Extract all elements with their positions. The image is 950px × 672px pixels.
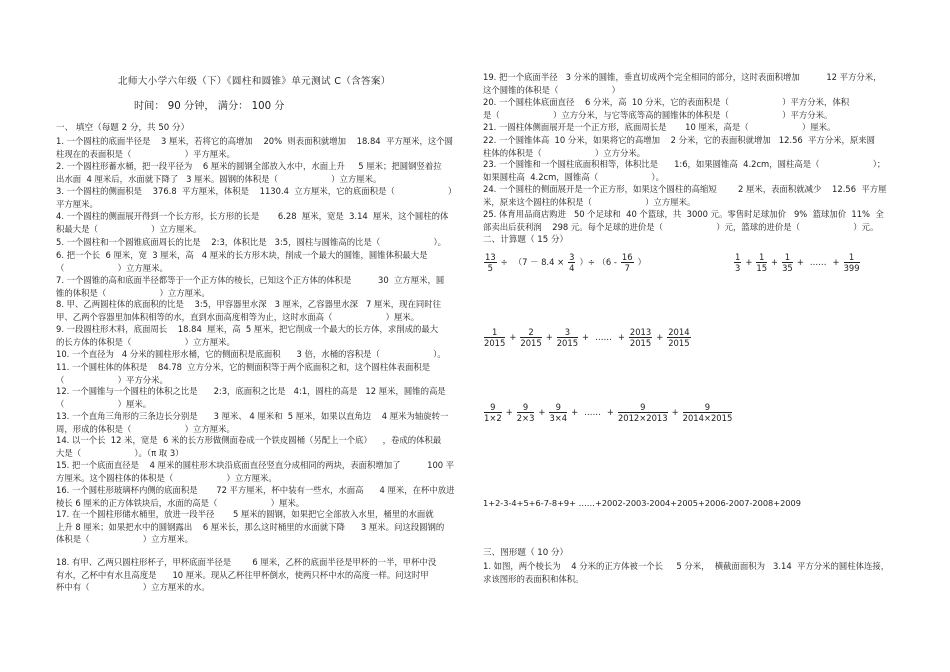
fraction: $\frac{1}{15}$ bbox=[756, 252, 768, 273]
fraction: $\frac{9}{2012\times 2013}$ bbox=[617, 402, 668, 423]
fraction: $\frac{1}{3}$ bbox=[735, 252, 741, 273]
fraction: $\frac{2013}{2015}$ bbox=[629, 327, 652, 348]
document-subtitle: 时间： 90 分钟， 满分： 100 分 bbox=[134, 101, 285, 112]
question-24: 24. 一个圆柱的侧面展开是一个正方形，如果这个圆柱的高缩短 2 厘米，表面积就减少 12.56 平方厘 米，原来这个圆柱的体积是（ ）立方厘米。 bbox=[483, 184, 887, 207]
question-6: 6. 把一个长 6 厘米，宽 3 厘米，高 4 厘米的长方形木块，削成一个最大的圆锥，圆锥体积最大是 （ ）立方厘米。 bbox=[56, 250, 428, 273]
figure-question-1: 1. 如图，两个棱长为 4 分米的正方体被一个长 5 分米， 横截面面积为 3.14 平方分米的圆柱体连接， 求该图形的表面积和体积。 bbox=[483, 561, 890, 584]
calc-expression-2: $\frac{1}{3}$ + $\frac{1}{15}$ + $\frac{1}{35}$ + …… + $\frac{1}{399}$ bbox=[735, 252, 860, 273]
question-13: 13. 一个直角三角形的三条边长分别是 3 厘米、 4 厘米和 5 厘米，如果以直角边 4 厘米为轴旋转一 周，形成的体积是（ ）立方厘米。 bbox=[56, 411, 449, 434]
question-2: 2. 一个圆柱形蓄水桶，把一段平径为 6 厘米的圆钢全部放入水中，水面上升 5 厘米；把圆钢竖着拉 出水面 4 厘米后，水面就下降了 3 厘米。圆钢的体积是（ ）立方厘米。 bbox=[56, 161, 442, 184]
fraction: $\frac{9}{2\times 3}$ bbox=[516, 402, 535, 423]
question-15: 15. 把一个底面直径是 4 厘米的圆柱形木块沿底面直径竖直分成相同的两块，表面积增加了 100 平 方厘米。这个圆柱体的体积是（ ）立方厘米。 bbox=[56, 460, 455, 483]
document-title: 北师大小学六年级（下）《圆柱和圆锥》单元测试 C（含答案） bbox=[118, 76, 391, 87]
question-5: 5. 一个圆柱和一个圆锥底面周长的比是 2:3，体积比是 3:5，圆柱与圆锥高的比是（ ）。 bbox=[56, 237, 447, 247]
calc-expression-5: 1+2-3-4+5+6-7-8+9+ ……+2002-2003-2004+2005+2006-2007-2008+2009 bbox=[483, 498, 801, 508]
fraction: $\frac{1}{2015}$ bbox=[484, 327, 506, 348]
question-23: 23. 一个圆锥和一个圆柱底面积相等，体积比是 1:6，如果圆锥高 4.2cm，圆柱高是（ ）； 如果圆柱高 4.2cm，圆锥高（ ）。 bbox=[483, 159, 886, 182]
fraction: $\frac{2}{2015}$ bbox=[520, 327, 542, 348]
section-2-heading: 二、计算题（ 15 分） bbox=[483, 235, 569, 245]
question-14: 14. 以一个长 12 米，宽是 6 米的长方形做侧面卷成一个铁皮圆桶（另配上一个底） ，卷成的体积最 大是（ ）。（π 取 3） bbox=[56, 435, 442, 458]
fraction: $\frac{9}{3\times 4}$ bbox=[549, 402, 568, 423]
fraction: $\frac{9}{2014\times 2015}$ bbox=[682, 402, 733, 423]
question-18: 18. 有甲、乙两只圆柱形杯子，甲杯底面半径是 6 厘米，乙杯的底面半径是甲杯的一半，甲杯中没 有水，乙杯中有水且高度是 10 厘米。现从乙杯往甲杯倒水，使两只杯中水的高度一样。问这时甲 杯中有（ ）立方厘米的水。 bbox=[56, 557, 437, 593]
question-25: 25. 体育用品商店购进 50 个足球和 40 个篮球，共 3000 元。零售时足球加价 9% 篮球加价 11% 全 部卖出后获利润 298 元。每个足球的进价是（ ）元，篮球的进价是（ ）元。 bbox=[483, 209, 884, 232]
fraction: $\frac{3}{4}$ bbox=[569, 252, 575, 273]
question-16: 16. 一个圆柱形玻璃杯内侧的底面积是 72 平方厘米，杯中装有一些水，水面高 4 厘米，在杯中放进 棱长 6 厘米的正方体铁块后，水面的高是（ ）厘米。 bbox=[56, 485, 455, 508]
question-3: 3. 一个圆柱的侧面积是 376.8 平方厘米，体积是 1130.4 立方厘米，它的底面积是（ ） 平方厘米。 bbox=[56, 186, 457, 209]
question-1: 1. 一个圆柱的底面半径是 3 厘米，若将它的高增加 20% 则表面积就增加 18.84 平方厘米，这个圆 柱现在的表面积是（ ）平方厘米。 bbox=[56, 136, 453, 159]
question-4: 4. 一个圆柱的侧面展开得到一个长方形，长方形的长是 6.28 厘米，宽是 3.14 厘米，这个圆柱的体 积最大是（ ）立方厘米。 bbox=[56, 211, 449, 234]
question-8: 8. 甲、乙两圆柱体的底面积的比是 3:5，甲容器里水深 3 厘米，乙容器里水深 7 厘米，现在同时往 甲、乙两个容器里加体积相等的水，直到水面高度相等为止，这时水面高（ ）厘米。 bbox=[56, 299, 441, 322]
question-7: 7. 一个圆锥的高和底面半径都等于一个正方体的棱长，已知这个正方体的体积是 30 立方厘米，圆 锥的体积是（ ）立方厘米。 bbox=[56, 275, 445, 298]
section-3-heading: 三、图形题（ 10 分） bbox=[483, 548, 569, 558]
question-17: 17. 在一个圆柱形储水桶里，放进一段半径 5 厘米的圆钢，如果把它全部放入水里，桶里的水面就 上升 8 厘米；如果把水中的圆钢露出 6 厘米长，那么这时桶里的水面就下降 3 厘米。问这段圆钢的 体积是（ ）立方厘米。 bbox=[56, 509, 445, 545]
question-11: 11. 一个圆柱体的体积是 84.78 立方分米，它的侧面积等于两个底面积之和，这个圆柱体表面积是 （ ）平方分米。 bbox=[56, 362, 431, 385]
question-19: 19. 把一个底面半径 3 分米的圆锥，垂直切成两个完全相同的部分，这时表面积增加 12 平方分米， 这个圆锥的体积是（ ） bbox=[483, 72, 882, 95]
question-12: 12. 一个圆锥与一个圆柱的体积之比是 2:3，底面积之比是 4:1，圆柱的高是 12 厘米，圆锥的高是 （ ）厘米。 bbox=[56, 386, 446, 409]
question-22: 22. 一个圆锥体高 10 分米，如果将它的高增加 2 分米，它的表面积就增加 12.56 平方分米，原来圆 柱体的体积是（ ）立方分米。 bbox=[483, 135, 876, 158]
fraction: $\frac{9}{1\times 2}$ bbox=[484, 402, 502, 423]
fraction: $\frac{1}{399}$ bbox=[843, 252, 860, 273]
calc-expression-4: $\frac{9}{1\times 2}$ + $\frac{9}{2\times 3}$ + $\frac{9}{3\times 4}$ + …… + $\frac{9}{2012\times 2013}$ + $\frac{9}{2014\times 2015}$ bbox=[484, 402, 733, 423]
fraction: $\frac{16}{7}$ bbox=[621, 252, 633, 273]
fraction: $\frac{3}{2015}$ bbox=[556, 327, 579, 348]
section-1-heading: 一、 填空（每题 2 分，共 50 分） bbox=[56, 123, 190, 133]
question-9: 9. 一段圆柱形木料，底面周长 18.84 厘米，高 5 厘米，把它削成一个最大的长方体，求削成的最大 的长方体的体积是（ ）立方厘米。 bbox=[56, 324, 439, 347]
question-10: 10. 一个直径为 4 分米的圆柱形水桶，它的侧面积是底面积 3 倍，水桶的容积是（ ）。 bbox=[56, 349, 446, 359]
calc-expression-3: $\frac{1}{2015}$ + $\frac{2}{2015}$ + $\frac{3}{2015}$ + …… + $\frac{2013}{2015}$ + $\frac{2014}{2015}$ bbox=[484, 327, 690, 348]
fraction: $\frac{1}{35}$ bbox=[782, 252, 793, 273]
fraction: $\frac{2014}{2015}$ bbox=[668, 327, 690, 348]
question-20: 20. 一个圆柱体底面直径 6 分米，高 10 分米，它的表面积是（ ）平方分米，体积 是（ ）立方分米，与它等底等高的圆锥体的体积是（ ）平方分米。 bbox=[483, 97, 850, 120]
question-21: 21. 一圆柱体侧面展开是一个正方形，底面周长是 10 厘米，高是（ ）厘米。 bbox=[483, 122, 836, 132]
calc-expression-1: $\frac{13}{5}$ ÷ （7 － 8.4 × $\frac{3}{4}$ ）÷ （6 - $\frac{16}{7}$ ） bbox=[485, 252, 646, 273]
fraction: $\frac{13}{5}$ bbox=[485, 252, 496, 273]
